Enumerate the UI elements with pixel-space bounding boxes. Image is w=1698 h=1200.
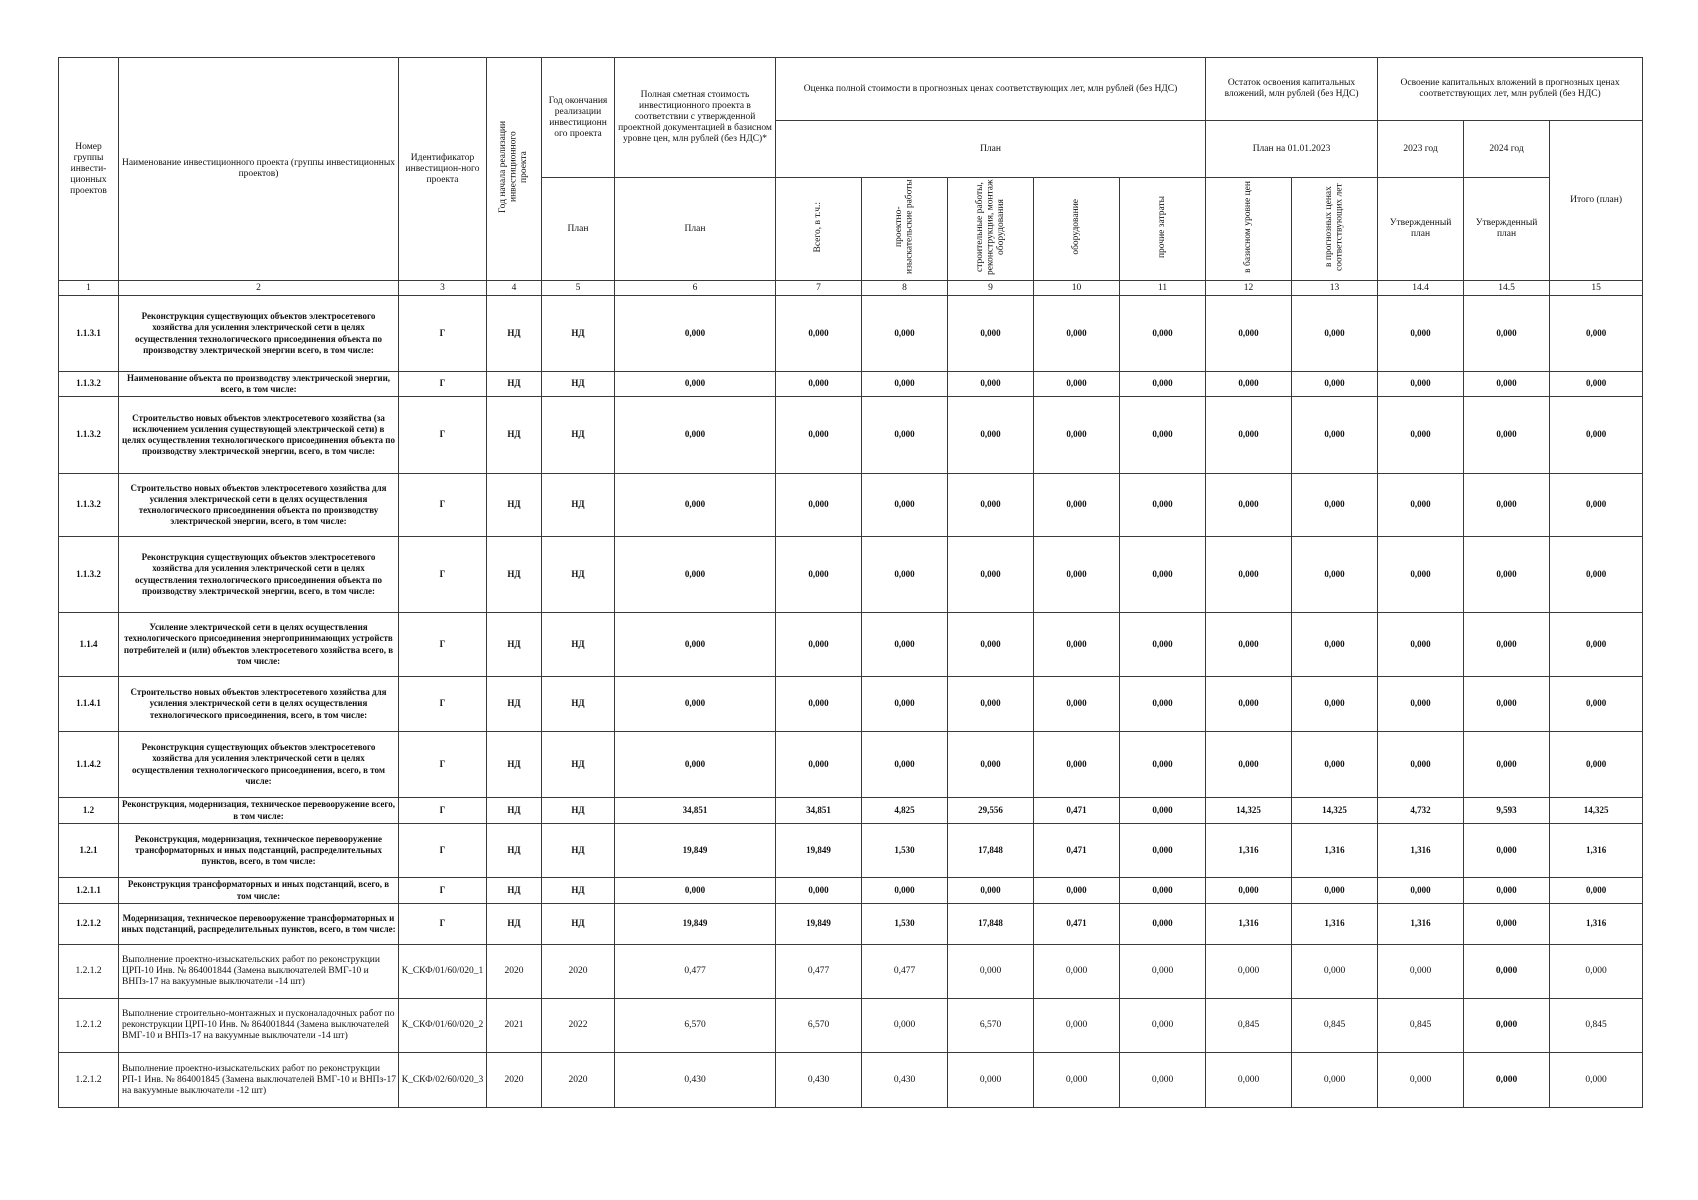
table-cell: 6,570 [948,999,1034,1053]
table-cell: 0,000 [1464,372,1550,397]
table-cell: 0,000 [1292,677,1378,732]
table-cell: Строительство новых объектов электросетевого хозяйства для усиления электрической сети в целях осуществления технологического присоединения, всего, в том числе: [119,677,399,732]
table-cell: 2022 [542,999,615,1053]
table-cell: 0,000 [1378,372,1464,397]
header-project-name: Наименование инвестиционного проекта (группы инвестиционных проектов) [119,58,399,281]
table-cell: НД [542,474,615,537]
table-cell: 0,000 [1292,296,1378,372]
table-cell: 0,000 [1378,296,1464,372]
table-cell: 0,471 [1034,904,1120,945]
table-cell: Г [399,372,487,397]
table-cell: 0,000 [1034,677,1120,732]
table-row [59,824,1643,878]
table-cell: 0,000 [862,537,948,613]
table-cell: 1.2.1 [59,824,119,878]
table-cell: 0,000 [1206,1053,1292,1108]
table-cell: 0,000 [862,296,948,372]
table-cell: 0,000 [1120,677,1206,732]
table-cell: 0,000 [615,537,776,613]
table-cell: 0,000 [1292,474,1378,537]
table-cell: 0,000 [948,945,1034,999]
table-row [59,904,1643,945]
header-base-prices: в базисном уровне цен [1206,178,1292,281]
table-cell: 0,000 [1464,999,1550,1053]
table-cell: К_СКФ/01/60/020_2 [399,999,487,1053]
header-approved-plan-2023: Утвержденный план [1378,178,1464,281]
header-development-group: Освоение капитальных вложений в прогнозных ценах соответствующих лет, млн рублей (без НДС) [1378,58,1643,121]
header-total-incl: Всего, в т.ч.: [776,178,862,281]
table-cell: 0,000 [1550,397,1643,474]
table-cell: 0,000 [776,296,862,372]
table-cell: 0,000 [1292,1053,1378,1108]
table-cell: 9,593 [1464,798,1550,824]
table-cell: 0,000 [615,613,776,677]
table-cell: К_СКФ/01/60/020_1 [399,945,487,999]
col-num: 14.4 [1378,281,1464,296]
table-cell: 0,000 [1378,945,1464,999]
table-cell: Г [399,904,487,945]
table-cell: 0,000 [948,1053,1034,1108]
table-cell: НД [487,878,542,904]
table-cell: 0,000 [776,732,862,798]
table-cell: 2020 [487,1053,542,1108]
table-cell: 0,000 [1206,945,1292,999]
table-cell: 0,000 [1120,824,1206,878]
table-cell: 0,000 [1292,537,1378,613]
table-cell: 19,849 [615,904,776,945]
table-cell: 0,000 [1206,372,1292,397]
table-cell: 0,000 [776,474,862,537]
table-cell: НД [487,732,542,798]
table-cell: 1,316 [1206,904,1292,945]
table-cell: 0,000 [862,397,948,474]
table-cell: 0,000 [776,372,862,397]
table-cell: 0,000 [948,372,1034,397]
header-year-2024: 2024 год [1464,121,1550,178]
table-cell: Г [399,613,487,677]
table-cell: 14,325 [1550,798,1643,824]
header-remaining-group: Остаток освоения капитальных вложений, млн рублей (без НДС) [1206,58,1378,121]
table-cell: Выполнение строительно-монтажных и пусконаладочных работ по реконструкции ЦРП-10 Инв. № 864001844 (Замена выключателей ВМГ-10 и ВНПз-17 на вакуумные выключатели -14 шт) [119,999,399,1053]
table-cell: 0,000 [1206,878,1292,904]
table-cell: 0,845 [1206,999,1292,1053]
table-cell: 0,000 [1034,1053,1120,1108]
table-cell: 0,000 [1120,372,1206,397]
table-cell: Усиление электрической сети в целях осуществления технологического присоединения энергопринимающих устройств потребителей и (или) объектов электросетевого хозяйства всего, в том числе: [119,613,399,677]
table-cell: 0,000 [1464,904,1550,945]
table-cell: 0,000 [1120,878,1206,904]
table-cell: 1.2.1.2 [59,1053,119,1108]
table-row [59,372,1643,397]
table-cell: 0,000 [1550,296,1643,372]
table-cell: 0,000 [948,732,1034,798]
table-cell: Реконструкция, модернизация, техническое перевооружение трансформаторных и иных подстанций, распределительных пунктов, всего, в том числе: [119,824,399,878]
table-cell: 0,000 [1120,296,1206,372]
table-cell: 1.1.3.2 [59,372,119,397]
table-cell: 14,325 [1206,798,1292,824]
table-cell: НД [487,296,542,372]
table-cell: НД [542,798,615,824]
table-cell: 0,000 [776,613,862,677]
table-cell: Г [399,397,487,474]
table-cell: 0,000 [1550,878,1643,904]
table-cell: 0,000 [1034,537,1120,613]
table-cell: Г [399,878,487,904]
table-cell: 0,430 [776,1053,862,1108]
table-cell: 1.2.1.1 [59,878,119,904]
header-total-plan: Итого (план) [1550,121,1643,281]
table-cell: 0,000 [862,474,948,537]
table-cell: НД [487,537,542,613]
table-cell: 1.1.3.2 [59,537,119,613]
table-cell: 0,000 [1120,732,1206,798]
table-cell: 0,000 [1464,474,1550,537]
table-row [59,999,1643,1053]
table-cell: 1.1.4.1 [59,677,119,732]
table-cell: 0,000 [1120,613,1206,677]
table-cell: Наименование объекта по производству электрической энергии, всего, в том числе: [119,372,399,397]
table-cell: 19,849 [776,904,862,945]
table-cell: 0,000 [1206,613,1292,677]
table-cell: 0,430 [615,1053,776,1108]
col-num: 1 [59,281,119,296]
table-cell: 0,000 [1464,1053,1550,1108]
table-cell: НД [487,824,542,878]
table-cell: Реконструкция существующих объектов электросетевого хозяйства для усиления электрической сети в целях осуществления технологического присоединения объекта по производству электрической энергии, всего, в том числе: [119,537,399,613]
table-cell: 1,316 [1378,824,1464,878]
table-cell: 1.2.1.2 [59,945,119,999]
table-cell: Реконструкция существующих объектов электросетевого хозяйства для усиления электрической сети в целях осуществления технологического присоединения, всего, в том числе: [119,732,399,798]
table-cell: 0,000 [1292,397,1378,474]
table-cell: 0,000 [1378,732,1464,798]
table-cell: Реконструкция, модернизация, техническое перевооружение всего, в том числе: [119,798,399,824]
table-cell: 0,000 [1464,397,1550,474]
table-cell: 0,471 [1034,824,1120,878]
table-cell: НД [542,878,615,904]
table-cell: 0,000 [1292,372,1378,397]
table-cell: 0,000 [862,613,948,677]
table-cell: 1.1.3.2 [59,474,119,537]
table-cell: 0,000 [1120,999,1206,1053]
table-cell: Г [399,824,487,878]
table-cell: 0,000 [1378,878,1464,904]
table-cell: 0,000 [862,732,948,798]
table-cell: Г [399,677,487,732]
table-cell: 1.1.3.2 [59,397,119,474]
table-cell: 0,000 [1292,945,1378,999]
table-cell: 0,000 [1464,677,1550,732]
table-row [59,677,1643,732]
table-row [59,397,1643,474]
table-cell: 0,000 [1550,945,1643,999]
header-forecast-cost-group: Оценка полной стоимости в прогнозных ценах соответствующих лет, млн рублей (без НДС) [776,58,1206,121]
table-cell: 1,316 [1550,824,1643,878]
table-cell: 0,000 [1206,474,1292,537]
table-cell: 34,851 [615,798,776,824]
table-cell: Г [399,474,487,537]
table-cell: 1,316 [1550,904,1643,945]
table-cell: 0,000 [1378,613,1464,677]
table-cell: НД [542,372,615,397]
table-cell: 0,000 [948,296,1034,372]
table-cell: НД [487,474,542,537]
table-cell: Г [399,798,487,824]
table-row [59,798,1643,824]
table-cell: 1.1.4 [59,613,119,677]
table-cell: 0,000 [1550,537,1643,613]
table-cell: 0,000 [615,474,776,537]
table-cell: 1.1.3.1 [59,296,119,372]
table-cell: 1,316 [1378,904,1464,945]
table-cell: 0,000 [776,397,862,474]
table-cell: 1,316 [1292,904,1378,945]
table-cell: 0,000 [1378,474,1464,537]
table-cell: 1.2.1.2 [59,904,119,945]
table-cell: Выполнение проектно-изыскательских работ по реконструкции ЦРП-10 Инв. № 864001844 (Замена выключателей ВМГ-10 и ВНПз-17 на вакуумные выключатели -14 шт) [119,945,399,999]
table-row [59,1053,1643,1108]
table-cell: 0,000 [1464,732,1550,798]
header-end-plan: План [542,178,615,281]
table-cell: 19,849 [615,824,776,878]
table-cell: 0,000 [1378,677,1464,732]
table-cell: Строительство новых объектов электросетевого хозяйства для усиления электрической сети в целях осуществления технологического присоединения объекта по производству электрической энергии, всего, в том числе: [119,474,399,537]
header-approved-plan-2024: Утвержденный план [1464,178,1550,281]
table-cell: 0,000 [948,474,1034,537]
table-cell: 0,000 [776,677,862,732]
table-cell: 0,000 [1120,537,1206,613]
col-num: 7 [776,281,862,296]
header-group-number: Номер группы инвести-ционных проектов [59,58,119,281]
col-num: 2 [119,281,399,296]
table-cell: 19,849 [776,824,862,878]
table-cell: НД [542,732,615,798]
table-cell: 0,000 [1034,878,1120,904]
header-equipment: оборудование [1034,178,1120,281]
table-cell: 0,000 [1550,677,1643,732]
table-cell: 1,530 [862,904,948,945]
col-num: 8 [862,281,948,296]
table-cell: 34,851 [776,798,862,824]
table-cell: НД [542,904,615,945]
column-numbers-row [59,281,1643,296]
col-num: 15 [1550,281,1643,296]
table-cell: 1,316 [1206,824,1292,878]
table-cell: 0,845 [1550,999,1643,1053]
table-cell: 0,000 [1034,296,1120,372]
table-cell: 4,732 [1378,798,1464,824]
table-row [59,474,1643,537]
table-cell: 0,000 [1206,677,1292,732]
table-cell: 1.2 [59,798,119,824]
table-cell: 0,000 [1550,613,1643,677]
table-cell: 0,000 [1034,999,1120,1053]
table-cell: 0,000 [1120,474,1206,537]
table-row [59,878,1643,904]
table-cell: 0,000 [615,677,776,732]
table-cell: 0,000 [1464,824,1550,878]
col-num: 5 [542,281,615,296]
table-cell: 0,845 [1292,999,1378,1053]
table-cell: 0,000 [1206,732,1292,798]
table-cell: НД [542,296,615,372]
table-cell: 0,000 [948,397,1034,474]
table-cell: Выполнение проектно-изыскательских работ по реконструкции РП-1 Инв. № 864001845 (Замена выключателей ВМГ-10 и ВНПз-17 на вакуумные выключатели -12 шт) [119,1053,399,1108]
table-cell: 1,530 [862,824,948,878]
table-cell: 0,000 [1464,878,1550,904]
table-cell: НД [487,372,542,397]
header-plan-date: План на 01.01.2023 [1206,121,1378,178]
table-cell: 0,000 [776,878,862,904]
table-cell: 29,556 [948,798,1034,824]
table-cell: 0,000 [1034,613,1120,677]
table-cell: 0,000 [948,613,1034,677]
table-cell: НД [542,613,615,677]
table-cell: 0,000 [1034,474,1120,537]
table-cell: 0,000 [862,372,948,397]
table-cell: 6,570 [776,999,862,1053]
table-cell: 0,000 [1120,397,1206,474]
col-num: 10 [1034,281,1120,296]
table-cell: 14,325 [1292,798,1378,824]
table-cell: 0,000 [1292,878,1378,904]
col-num: 9 [948,281,1034,296]
header-year-2023: 2023 год [1378,121,1464,178]
table-cell: НД [542,677,615,732]
header-end-year: Год окончания реализации инвестиционн ого проекта [542,58,615,178]
header-other-costs: прочие затраты [1120,178,1206,281]
investment-table [58,57,1643,1108]
table-cell: 0,000 [1206,397,1292,474]
table-cell: 6,570 [615,999,776,1053]
table-cell: Г [399,732,487,798]
header-project-id: Идентификатор инвестицион-ного проекта [399,58,487,281]
table-cell: Модернизация, техническое перевооружение трансформаторных и иных подстанций, распределительных пунктов, всего, в том числе: [119,904,399,945]
table-cell: 0,000 [1292,732,1378,798]
table-cell: 0,477 [615,945,776,999]
table-cell: 0,000 [615,296,776,372]
table-cell: НД [487,677,542,732]
table-cell: 0,000 [615,372,776,397]
table-cell: 0,000 [1550,474,1643,537]
table-cell: 0,000 [615,878,776,904]
table-cell: 0,000 [1378,397,1464,474]
col-num: 3 [399,281,487,296]
table-cell: 0,845 [1378,999,1464,1053]
table-cell: НД [487,798,542,824]
table-row [59,296,1643,372]
table-cell: 4,825 [862,798,948,824]
table-cell: 17,848 [948,824,1034,878]
table-cell: К_СКФ/02/60/020_3 [399,1053,487,1108]
table-cell: 0,000 [862,999,948,1053]
table-cell: 0,000 [948,878,1034,904]
table-cell: НД [542,537,615,613]
table-cell: 1.2.1.2 [59,999,119,1053]
table-cell: 17,848 [948,904,1034,945]
table-cell: 0,000 [1464,537,1550,613]
table-cell: 0,000 [1550,372,1643,397]
table-cell: 0,471 [1034,798,1120,824]
table-cell: НД [542,824,615,878]
table-cell: Г [399,296,487,372]
table-cell: Строительство новых объектов электросетевого хозяйства (за исключением усиления существующей электрической сети) в целях осуществления технологического присоединения объекта по производству электрической энергии, всего, в том числе: [119,397,399,474]
table-cell: 0,430 [862,1053,948,1108]
table-row [59,613,1643,677]
table-cell: НД [487,613,542,677]
header-cost-plan: План [615,178,776,281]
col-num: 11 [1120,281,1206,296]
table-cell: 0,000 [1550,1053,1643,1108]
table-cell: 0,000 [948,537,1034,613]
table-cell: НД [487,904,542,945]
header-start-year: Год начала реализации инвестиционного проекта [487,58,542,281]
table-cell: 2021 [487,999,542,1053]
table-cell: 0,000 [1464,945,1550,999]
table-cell: НД [542,397,615,474]
table-cell: 0,000 [948,677,1034,732]
table-cell: 0,000 [1464,296,1550,372]
table-cell: 0,000 [1034,945,1120,999]
table-cell: 0,000 [1034,732,1120,798]
col-num: 13 [1292,281,1378,296]
table-row [59,537,1643,613]
table-row [59,945,1643,999]
table-cell: 0,000 [1206,537,1292,613]
table-cell: 1.1.4.2 [59,732,119,798]
table-cell: 0,000 [1378,537,1464,613]
table-cell: 2020 [542,945,615,999]
col-num: 12 [1206,281,1292,296]
table-cell: 0,000 [1120,945,1206,999]
table-cell: 0,000 [1292,613,1378,677]
col-num: 4 [487,281,542,296]
table-cell: 0,000 [1120,904,1206,945]
table-cell: НД [487,397,542,474]
table-row [59,732,1643,798]
header-full-cost: Полная сметная стоимость инвестиционного проекта в соответствии с утвержденной проектной документацией в базисном уровне цен, млн рублей (без НДС)* [615,58,776,178]
table-cell: 0,000 [615,732,776,798]
table-cell: 0,000 [615,397,776,474]
table-cell: 0,000 [1206,296,1292,372]
table-cell: 0,000 [1120,1053,1206,1108]
table-cell: 0,000 [1034,372,1120,397]
col-num: 14.5 [1464,281,1550,296]
table-cell: 0,000 [862,677,948,732]
table-cell: 1,316 [1292,824,1378,878]
table-cell: 0,000 [1120,798,1206,824]
table-cell: 0,477 [776,945,862,999]
table-cell: 0,000 [1378,1053,1464,1108]
header-design-works: проектно-изыскательские работы [862,178,948,281]
table-cell: Г [399,537,487,613]
table-cell: 0,000 [776,537,862,613]
table-cell: Реконструкция существующих объектов электросетевого хозяйства для усиления электрической сети в целях осуществления технологического присоединения объекта по производству электрической энергии всего, в том числе: [119,296,399,372]
col-num: 6 [615,281,776,296]
table-cell: 0,477 [862,945,948,999]
header-construction-works: строительные работы, реконструкция, монтаж оборудования [948,178,1034,281]
table-cell: 0,000 [1464,613,1550,677]
table-cell: 0,000 [1550,732,1643,798]
table-cell: 0,000 [862,878,948,904]
table-cell: 2020 [487,945,542,999]
header-forecast-prices: в прогнозных ценах соответствующих лет [1292,178,1378,281]
header-plan: План [776,121,1206,178]
table-cell: 0,000 [1034,397,1120,474]
table-cell: Реконструкция трансформаторных и иных подстанций, всего, в том числе: [119,878,399,904]
table-cell: 2020 [542,1053,615,1108]
